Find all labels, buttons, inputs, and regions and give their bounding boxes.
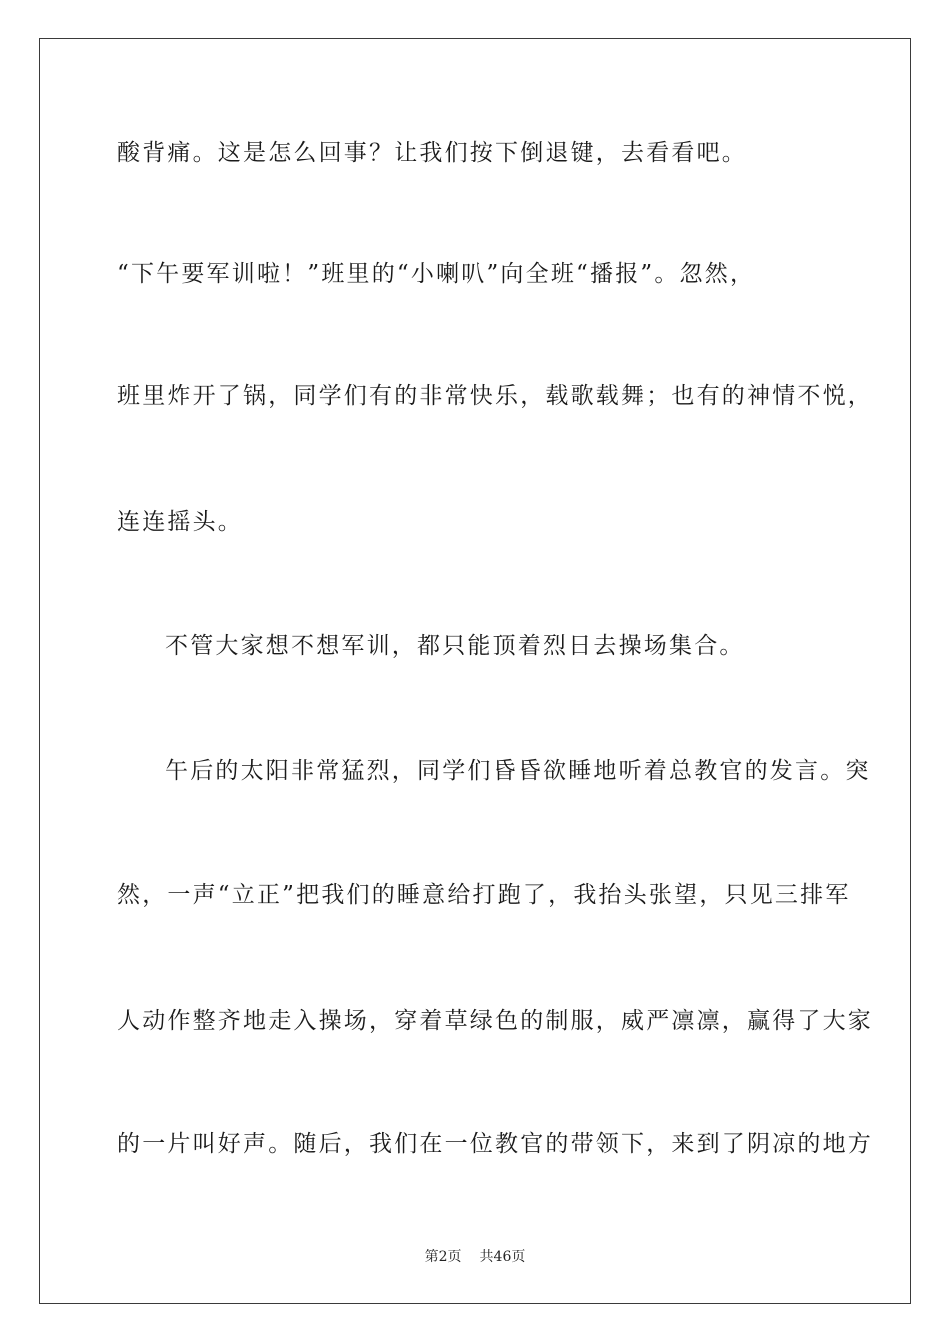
- text-line-8: 人动作整齐地走入操场，穿着草绿色的制服，威严凛凛，赢得了大家: [117, 1008, 873, 1034]
- page-number: 第2页: [424, 1249, 462, 1265]
- text-line-9: 的一片叫好声。随后，我们在一位教官的带领下，来到了阴凉的地方: [117, 1131, 873, 1157]
- text-line-1: 酸背痛。这是怎么回事？让我们按下倒退键，去看看吧。: [117, 140, 747, 166]
- text-line-4: 连连摇头。: [117, 509, 243, 535]
- text-line-2-paragraph-start: “下午要军训啦！”班里的“小喇叭”向全班“播报”。忽然，: [117, 261, 756, 287]
- text-line-7: 然，一声“立正”把我们的睡意给打跑了，我抬头张望，只见三排军: [117, 882, 851, 908]
- text-line-5-paragraph-start: 不管大家想不想军训，都只能顶着烈日去操场集合。: [165, 633, 745, 659]
- page-total: 共46页: [479, 1249, 526, 1265]
- page-footer: [0, 1247, 950, 1267]
- text-line-6-paragraph-start: 午后的太阳非常猛烈，同学们昏昏欲睡地听着总教官的发言。突: [165, 758, 871, 784]
- text-line-3: 班里炸开了锅，同学们有的非常快乐，载歌载舞；也有的神情不悦，: [117, 383, 873, 409]
- page-border: [39, 38, 911, 1304]
